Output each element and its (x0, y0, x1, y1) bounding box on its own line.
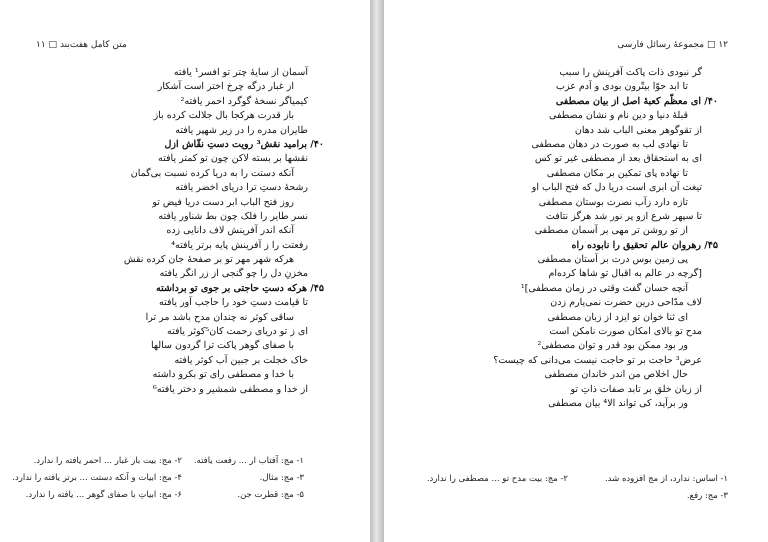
verse-line: تا قیامت دستِ خود را حاجب آور یافته (159, 297, 308, 309)
verse-line: نسر طایر را فلک چون بط شناور یافته (158, 210, 308, 222)
verse-line: ۴۵/ رهروان عالم تحقیق را نابوده راه (571, 239, 718, 251)
verse-line: تا نهاده پای تمکین بر مکان مصطفی (546, 167, 688, 179)
verse-line: لاف مدّاحی درین حضرت نمی‌یارم زدن (550, 297, 702, 309)
left-footnote: ۴- مج: ابیات و آنکه دستت ... برتر یافته را ندارد. (12, 473, 182, 483)
verse-line: تازه دارد زآب نصرت بوستان مصطفی (538, 196, 688, 208)
verse-line: گر نبودی ذات پاکت آفرینش را سبب (559, 67, 702, 78)
left-page-number: ۱۱ (36, 40, 46, 50)
left-footnote: ۶- مج: ابیاتِ با صفای گوهر ... یافته را ندارد. (25, 490, 182, 500)
verse-line: آنچه حسان گفت وقتی در زمان مصطفی]¹ (520, 282, 688, 294)
left-page-header (36, 40, 127, 50)
verse-line: تا ابد حوّا بیتّرون بودی و آدم عزب (556, 81, 688, 93)
verse-line: روز فتح الباب ابر دست دریا فیض تو (152, 196, 294, 208)
verse-line: با صفای گوهر پاکت ترا گردون سالها (150, 340, 294, 352)
verse-line: ای ثنا خوان تو ایزد از زبان مصطفی (547, 311, 688, 323)
verse-line: آسمان از سایهٔ چتر تو افسر¹ یافته (173, 67, 308, 78)
right-footnote: ۳- مج: رفع. (686, 491, 728, 501)
right-footnote: ۲- مج: بیت مدح تو ... مصطفی را ندارد. (426, 474, 568, 484)
left-footnote: ۵- مج: قطرت جن. (237, 490, 304, 500)
verse-line: ای ز تو دریای رحمت کان⁵کوثر یافته (167, 326, 308, 338)
verse-line: حال اخلاص من اندر خاندان مصطفی (544, 369, 688, 381)
verse-line: مدح تو بالای امکان صورت نامکن است (549, 326, 702, 338)
verse-line: عرض³ حاجت بر تو حاجت نیست می‌دانی که چیست؟ (493, 354, 702, 366)
verse-line: با خدا و مصطفی رای تو بکرو داشته (152, 369, 294, 381)
verse-line: ۴۰/ ای معظّم کعبهٔ اصل از بیان مصطفی (555, 95, 718, 107)
verse-line: ۴۵/ هرکه دستِ حاجتی بر جوی تو برداشته (156, 282, 324, 294)
verse-line: هرکه شهر مهر تو بر صفحهٔ جان کرده نقش (123, 254, 294, 266)
verse-line: رشحهٔ دستِ ترا دریای اخضر یافته (175, 182, 308, 194)
left-page (0, 0, 370, 542)
left-footnote: ۲- مج: بیت باز غبار ... احمر یافته را ندارد. (33, 456, 182, 466)
verse-line: باز قدرت هرکجا بال جلالت کرده باز (153, 110, 294, 122)
verse-line: از تو روشن تر مهی بر آسمان مصطفی (534, 225, 688, 237)
left-footnote: ۱- مج: آفتاب ار ... رفعت یافته. (193, 456, 304, 466)
verse-line: مخزنِ دل را چو گنجی از زر انگر یافته (159, 268, 308, 280)
left-footnote: ۳- مج: مثال. (259, 473, 304, 483)
right-footnote: ۱- اساس: ندارد، از مج افزوده شد. (604, 474, 728, 484)
verse-line: از غبار درگه چرخ اختر است آشکار (157, 81, 294, 93)
header-square-icon: □ (706, 40, 716, 50)
verse-line: ۴۰/ برامید نقش³ رویت دستِ نقّاش ازل (164, 138, 324, 150)
verse-line: ساقی کوثر نه چندان مدح باشد مر ترا (145, 311, 294, 323)
right-page-header (617, 40, 728, 50)
header-square-icon: □ (48, 40, 58, 50)
verse-line: ور بود ممکن بود قدر و توان مصطفی² (537, 340, 688, 352)
verse-line: [گرچه در عالم به اقبال تو شاها کرده‌ام (548, 268, 702, 280)
right-page-title: مجموعهٔ رسائل فارسی (617, 40, 705, 50)
right-page-number: ۱۲ (718, 40, 728, 50)
verse-line: خاک خجلت بر جبین آب کوثر یافته (174, 354, 308, 366)
left-page-title: متن کامل هفت‌بند (59, 40, 127, 50)
verse-line: از خدا و مصطفی شمشیر و دختر یافته⁶ (153, 383, 308, 395)
verse-line: از تقوگوهر معنی الباب شد دهان (574, 124, 702, 136)
book-gutter (370, 0, 384, 542)
verse-line: طایران مدره را در زیر شهپر یافته (175, 124, 308, 136)
left-verse-block (123, 66, 324, 397)
verse-line: کیمیاگر نسخهٔ گوگرد احمر یافته² (180, 95, 308, 107)
verse-line: تا سپهر شرع ازو پر نور شد هرگز نتافت (545, 210, 702, 222)
verse-line: از زبان خلق بر تابد صفات ذاتِ تو (570, 383, 702, 395)
verse-line: نقشها بر بسته لاکن چون تو کمتر یافته (158, 153, 308, 165)
right-verse-block (493, 66, 718, 411)
right-page (384, 0, 768, 542)
verse-line: تیغت آن ابری است دریا دل که فتح الباب او (531, 182, 702, 194)
verse-line: پی زمین بوس درت بر آستان مصطفی (537, 254, 688, 266)
verse-line: قبلهٔ دنیا و دین نام و نشان مصطفی (549, 110, 688, 122)
verse-line: ور برآید، کی تواند الا⁴ بیان مصطفی (548, 397, 688, 409)
verse-line: رفعتت را ز آفرینش پایه برتر یافته⁴ (171, 239, 308, 251)
verse-line: آنکه دستت را به دریا کرده نسبت بی‌گمان (130, 167, 294, 179)
verse-line: آنکه اندر آفرینش لاف دانایی زده (166, 225, 294, 237)
verse-line: ای به استحقاق بعد از مصطفی غیر تو کس (534, 153, 702, 165)
verse-line: تا نهادی لب به صورت در دهان مصطفی (531, 138, 688, 150)
